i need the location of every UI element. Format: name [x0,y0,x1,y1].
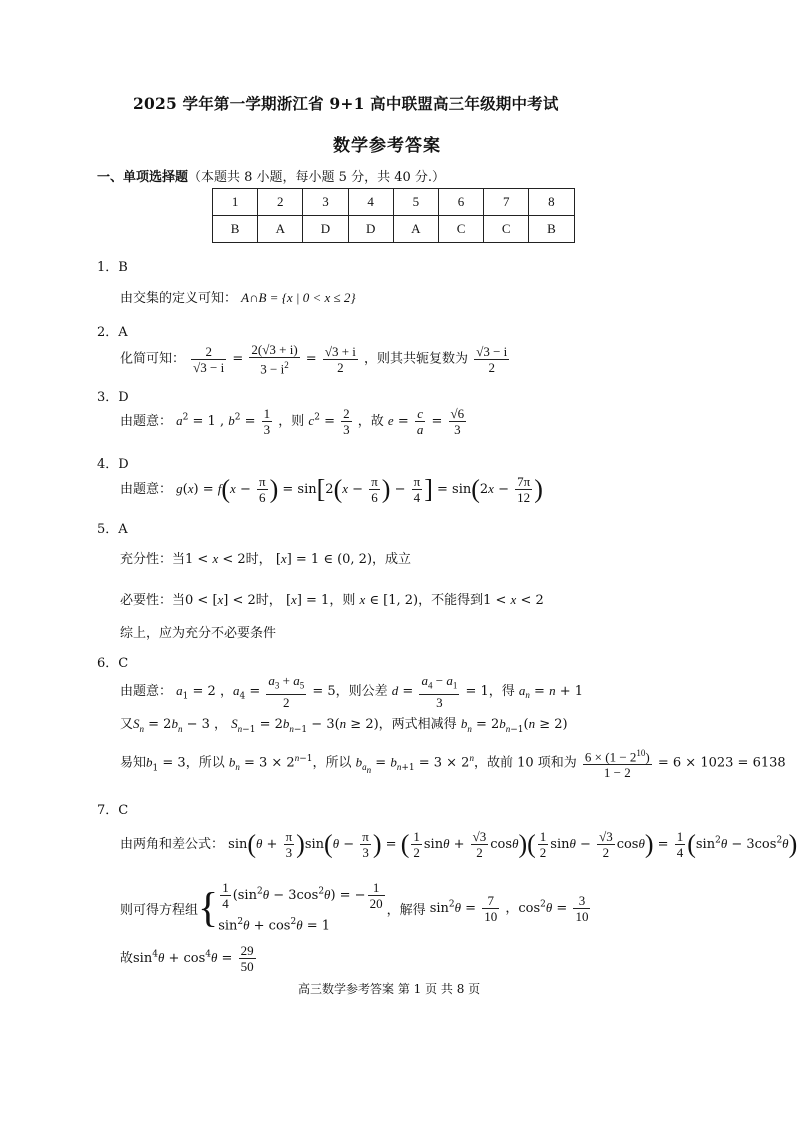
table-cell: 6 [438,189,483,216]
q5-line1-tail: ，成立 [372,552,412,567]
q2-label: 2．A [97,325,128,340]
q5-line2: 必要性：当0 < [x] < 2时， [x] = 1，则 x ∈ [1, 2)，不能得到1 < x < 2 [120,592,544,608]
q3-label: 3．D [97,390,129,405]
q7-frac-1: $\frac{\pi}{3}$ [285,829,293,860]
q7-line2: 则可得方程组{ $\frac{1}{4}$ $(\sin^2\theta - 3\cos^2\theta)$ = − $\frac{1}{20}$ $\sin^2\theta + \cos^2\theta = 1$ ，解得 $\sin^2\theta$ = $\frac{7}{10}$ ，$\cos^2\theta$ = $\frac{3}{10}$ [120,880,589,934]
q6-line1-lead: 由题意： [120,683,173,699]
table-cell: B [529,216,574,243]
q2-mid: ，则其共轭复数为 [364,351,469,367]
q6-line3-lead: 易知 [120,755,147,771]
q7-frac-3: $\frac{1}{2}$ [413,829,420,860]
q2-frac-2: $\frac{2(√3 + i)}{3 - i^2}$ [251,342,298,377]
q3-frac-3: $\frac{c}{a}$ [416,406,424,437]
section-heading [97,166,445,185]
q5-line2-mid2: ，则 [329,593,356,608]
q7-frac-10: $\frac{7}{10}$ [484,893,498,925]
q4-lead: 由题意： [120,482,173,497]
q5-line2-tail: ，不能得到 [418,593,484,608]
q4-frac-2: $\frac{\pi}{6}$ [371,474,378,505]
q5-line1-mid: 时， [245,552,272,567]
q7-line2-mid: ，解得 [386,903,426,919]
table-cell: 7 [484,189,529,216]
table-cell: D [303,216,348,243]
q6-frac-1: $\frac{a_3 + a_5}{2}$ [268,673,305,710]
q6-line3: 易知$b_1 = 3$，所以 $b_n = 3 \times 2^{n-1}$，所以 $b_{a_n} = b_{n+1} = 3 \times 2^n$，故前 10 项和为 $\frac{6 \times (1 - 2^{10})}{1 - 2}$ = 6 × 1023 = 6138 [120,748,786,781]
table-cell: 8 [529,189,574,216]
q7-frac-9: $\frac{1}{20}$ [369,880,383,911]
q7-label: 7．C [97,803,129,818]
q2-solution: 化简可知： $\frac{2}{√3 - i}$ = $\frac{2(√3 + i)}{3 - i^2}$ = $\frac{√3 + i}{2}$ ，则其共轭复数为 $\frac{√3 - i}{2}$ [120,342,508,377]
answer-table [212,188,575,243]
q2-lead: 化简可知： [120,351,186,367]
table-cell: C [484,216,529,243]
q5-line1: 充分性：当1 < x < 2时， [x] = 1 ∈ (0, 2)，成立 [120,551,412,567]
table-cell: B [213,216,258,243]
q7-frac-5: $\frac{1}{2}$ [539,829,547,860]
q7-frac-2: $\frac{\pi}{3}$ [362,829,369,860]
q3-frac-2: $\frac{2}{3}$ [343,406,350,437]
table-cell: 2 [258,189,303,216]
q3-solution: 由题意： $a^2 = 1$ , $b^2$ = $\frac{1}{3}$ ，则 $c^2$ = $\frac{2}{3}$ ，故 e = $\frac{c}{a}$ = $\frac{√6}{3}$ [120,406,465,437]
table-cell: 5 [393,189,438,216]
q4-solution: 由题意： g(x) = f(x − $\frac{\pi}{6}$ ) = sin[2(x − $\frac{\pi}{6}$ ) − $\frac{\pi}{4}$ ] = sin(2x − $\frac{7\pi}{12}$ ) [120,474,543,505]
q6-line1-mid2: ，得 [488,683,515,699]
q5-line2-lead: 必要性：当 [120,593,186,608]
table-cell: A [258,216,303,243]
q7-line3: 故$\sin^4\theta + \cos^4\theta$ = $\frac{29}{50}$ [120,943,254,974]
q6-line3-mid3: ，故前 10 项和为 [473,755,577,771]
q4-label: 4．D [97,457,129,472]
q6-line1: 由题意： $a_1 = 2$ ，$a_4$ = $\frac{a_3 + a_5}{2}$ = 5，则公差 d = $\frac{a_4 - a_1}{3}$ = 1，得 $a_n = n + 1$ [120,673,584,710]
q7-frac-12: $\frac{29}{50}$ [240,943,254,974]
q7-line1: 由两角和差公式： sin(θ + $\frac{\pi}{3}$ )sin(θ − $\frac{\pi}{3}$ ) = ( $\frac{1}{2}$ sinθ + $\frac{√3}{2}$ cosθ)( $\frac{1}{2}$ sinθ − $\frac{√3}{2}$ cosθ) = $\frac{1}{4}$ $(\sin^2\theta - 3\cos^2\theta)$ [120,829,797,860]
q6-line2-mid: ，两式相减得 [378,717,457,732]
q7-frac-6: $\frac{√3}{2}$ [599,829,613,860]
table-cell: D [348,216,393,243]
q6-frac-3: $\frac{6 \times (1 - 2^{10})}{1 - 2}$ [584,748,650,781]
page-footer: 高三数学参考答案 第 1 页 共 8 页 [298,982,481,996]
page-subtitle: 数学参考答案 [333,136,441,156]
q6-label: 6．C [97,656,129,671]
section-heading-note: （本题共 8 小题，每小题 5 分，共 40 分.） [188,170,446,185]
table-cell: 3 [303,189,348,216]
table-cell: 4 [348,189,393,216]
q7-frac-11: $\frac{3}{10}$ [575,893,589,925]
q7-frac-8: $\frac{1}{4}$ [222,880,229,911]
section-heading-label: 一、单项选择题 [97,170,189,185]
q5-line1-lead: 充分性：当 [120,552,186,567]
q6-line2: 又$S_n = 2b_n - 3$ ， $S_{n-1} = 2b_{n-1} - 3(n \ge 2)$，两式相减得 $b_n = 2b_{n-1}(n \ge 2)$ [120,716,568,735]
q2-frac-4: $\frac{√3 - i}{2}$ [476,343,508,375]
q1-expr: A∩B = {x | 0 < x ≤ 2} [241,290,356,305]
q3-lead: 由题意： [120,414,173,429]
q6-line3-mid2: ，所以 [312,755,352,771]
table-cell: A [393,216,438,243]
q6-line1-mid1: ，则公差 [335,683,388,699]
q6-frac-2: $\frac{a_4 - a_1}{3}$ [421,673,458,710]
q3-frac-4: $\frac{√6}{3}$ [450,406,465,437]
q7-line2-lead: 则可得方程组 [120,903,199,919]
q3-mid1: ，则 [278,414,305,429]
q1-solution [120,287,356,306]
q1-label: 1．B [97,260,128,275]
table-cell: C [438,216,483,243]
q7-line1-lead: 由两角和差公式： [120,837,225,852]
q5-line2-mid: 时， [255,593,282,608]
answer-table-answer-row [213,216,575,243]
q2-frac-3: $\frac{√3 + i}{2}$ [324,343,356,375]
q6-line2-lead: 又 [120,717,134,732]
q4-frac-1: $\frac{\pi}{6}$ [259,474,266,505]
q7-line3-lead: 故 [120,951,134,966]
q5-conclusion: 综上，应为充分不必要条件 [120,626,277,641]
q4-frac-3: $\frac{\pi}{4}$ [413,474,421,505]
q5-label: 5．A [97,522,128,537]
answer-table-number-row [213,189,575,216]
q1-lead: 由交集的定义可知： [120,291,238,306]
q4-frac-4: $\frac{7\pi}{12}$ [517,474,531,505]
q3-frac-1: $\frac{1}{3}$ [263,406,271,437]
table-cell: 1 [213,189,258,216]
page-title: 2025 学年第一学期浙江省 9+1 高中联盟高三年级期中考试 [133,94,559,113]
q7-frac-4: $\frac{√3}{2}$ [472,829,487,860]
q2-frac-1: $\frac{2}{√3 - i}$ [193,343,225,375]
q7-frac-7: $\frac{1}{4}$ [676,829,684,860]
q6-line3-mid1: ，所以 [185,755,225,771]
q3-mid2: ，故 [357,414,384,429]
